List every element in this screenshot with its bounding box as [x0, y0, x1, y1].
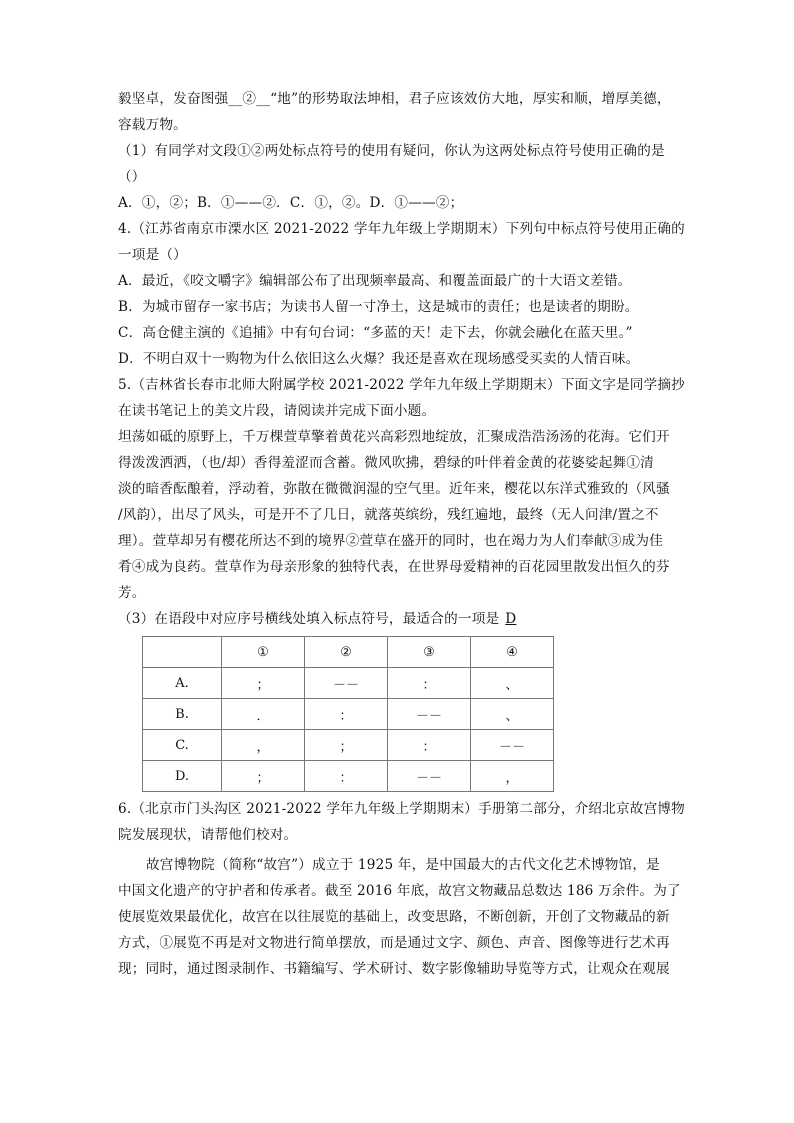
question-6-cont: 院发展现状，请帮他们校对。	[118, 827, 298, 843]
question-3-answer: D	[505, 611, 517, 627]
table-cell: －－	[471, 730, 554, 761]
table-cell: B.	[143, 699, 222, 730]
question-3	[118, 606, 678, 632]
question-1-blank: （）	[118, 169, 146, 185]
table-cell: ③	[388, 637, 471, 668]
option-c: C．高仓健主演的《追捕》中有句台词：“多蓝的天！走下去，你就会融化在蓝天里。”	[118, 325, 633, 341]
table-cell: ，	[222, 730, 305, 761]
question-4: 4.（江苏省南京市溧水区 2021-2022 学年九年级上学期期末）下列句中标点符号使用正确的	[118, 221, 685, 237]
passage-line: 淡的暗香酝酿着，浮动着，弥散在微微润湿的空气里。近年来，樱花以东洋式雅致的（风骚	[118, 481, 670, 497]
table-cell: D.	[143, 761, 222, 792]
table-cell: ②	[305, 637, 388, 668]
table-header-row	[143, 637, 554, 668]
table-cell: ．	[222, 699, 305, 730]
option-b: B．为城市留存一家书店；为读书人留一寸净土，这是城市的责任；也是读者的期盼。	[118, 299, 639, 315]
option-d: D．不明白双十一购物为什么依旧这么火爆？我还是喜欢在现场感受买卖的人情百味。	[118, 351, 640, 367]
table-row	[143, 730, 554, 761]
table-row	[143, 668, 554, 699]
question-1: （1）有同学对文段①②两处标点符号的使用有疑问，你认为这两处标点符号使用正确的是	[118, 143, 665, 159]
table-cell: ；	[305, 730, 388, 761]
table-cell: ，	[471, 761, 554, 792]
passage-line: 方式，①展览不再是对文物进行简单摆放，而是通过文字、颜色、声音、图像等进行艺术再	[118, 935, 670, 951]
table-cell: 、	[471, 699, 554, 730]
table-cell: －－	[388, 761, 471, 792]
passage-line: 中国文化遗产的守护者和传承者。截至 2016 年底，故宫文物藏品总数达 186 万余件。为了	[118, 883, 681, 899]
table-cell: C.	[143, 730, 222, 761]
passage-line: 得泼泼洒洒，（也/却）香得羞涩而含蓄。微风吹拂，碧绿的叶伴着金黄的花婆娑起舞①清	[118, 455, 654, 471]
passage-line: 使展览效果最优化，故宫在以往展览的基础上，改变思路，不断创新，开创了文物藏品的新	[118, 909, 670, 925]
table-cell: －－	[305, 668, 388, 699]
passage-line: 故宫博物院（简称“故宫”）成立于 1925 年，是中国最大的古代文化艺术博物馆，是	[146, 857, 660, 873]
table-cell: ：	[388, 730, 471, 761]
table-row	[143, 761, 554, 792]
table-cell: ；	[222, 761, 305, 792]
table-cell	[143, 637, 222, 668]
table-cell: ：	[305, 761, 388, 792]
table-cell: ：	[388, 668, 471, 699]
table-row	[143, 699, 554, 730]
question-1-options: A．①，②；B．①——②．C．①，②。D．①——②；	[118, 195, 464, 211]
table-cell: ：	[305, 699, 388, 730]
table-cell: －－	[388, 699, 471, 730]
document-page	[118, 86, 685, 982]
passage-line: 坦荡如砥的原野上，千万棵萱草擎着黄花兴高彩烈地绽放，汇聚成浩浩汤汤的花海。它们开	[118, 429, 670, 445]
table-cell: ④	[471, 637, 554, 668]
passage-line: 现；同时，通过图录制作、书籍编写、学术研讨、数字影像辅助导览等方式，让观众在观展	[118, 961, 670, 977]
passage-line: /风韵），出尽了风头，可是开不了几日，就落英缤纷，残红遍地，最终（无人问津/置之不	[118, 507, 659, 523]
passage-line: 芳。	[118, 585, 146, 601]
option-a: A．最近，《咬文嚼字》编辑部公布了出现频率最高、和覆盖面最广的十大语文差错。	[118, 273, 632, 289]
passage-line: 肴④成为良药。萱草作为母亲形象的独特代表，在世界母爱精神的百花园里散发出恒久的芬	[118, 559, 670, 575]
question-3-text: （3）在语段中对应序号横线处填入标点符号，最适合的一项是	[118, 611, 500, 627]
question-4-cont: 一项是（）	[118, 247, 187, 263]
question-6: 6.（北京市门头沟区 2021-2022 学年九年级上学期期末）手册第二部分，介绍北京故宫博物	[118, 801, 685, 817]
table-cell: 、	[471, 668, 554, 699]
table-cell: ①	[222, 637, 305, 668]
passage-line: 理）。萱草却另有樱花所达不到的境界②萱草在盛开的同时，也在竭力为人们奉献③成为佳	[118, 533, 663, 549]
text-line: 容载万物。	[118, 117, 187, 133]
question-5-cont: 在读书笔记上的美文片段，请阅读并完成下面小题。	[118, 403, 436, 419]
table-cell: A.	[143, 668, 222, 699]
text-line: 毅坚卓，发奋图强__②__“地”的形势取法坤相，君子应该效仿大地，厚实和顺，增厚美德，	[118, 91, 671, 107]
table-cell: ；	[222, 668, 305, 699]
options-table	[142, 636, 554, 792]
question-5: 5.（吉林省长春市北师大附属学校 2021-2022 学年九年级上学期期末）下面文字是同学摘抄	[118, 377, 685, 393]
